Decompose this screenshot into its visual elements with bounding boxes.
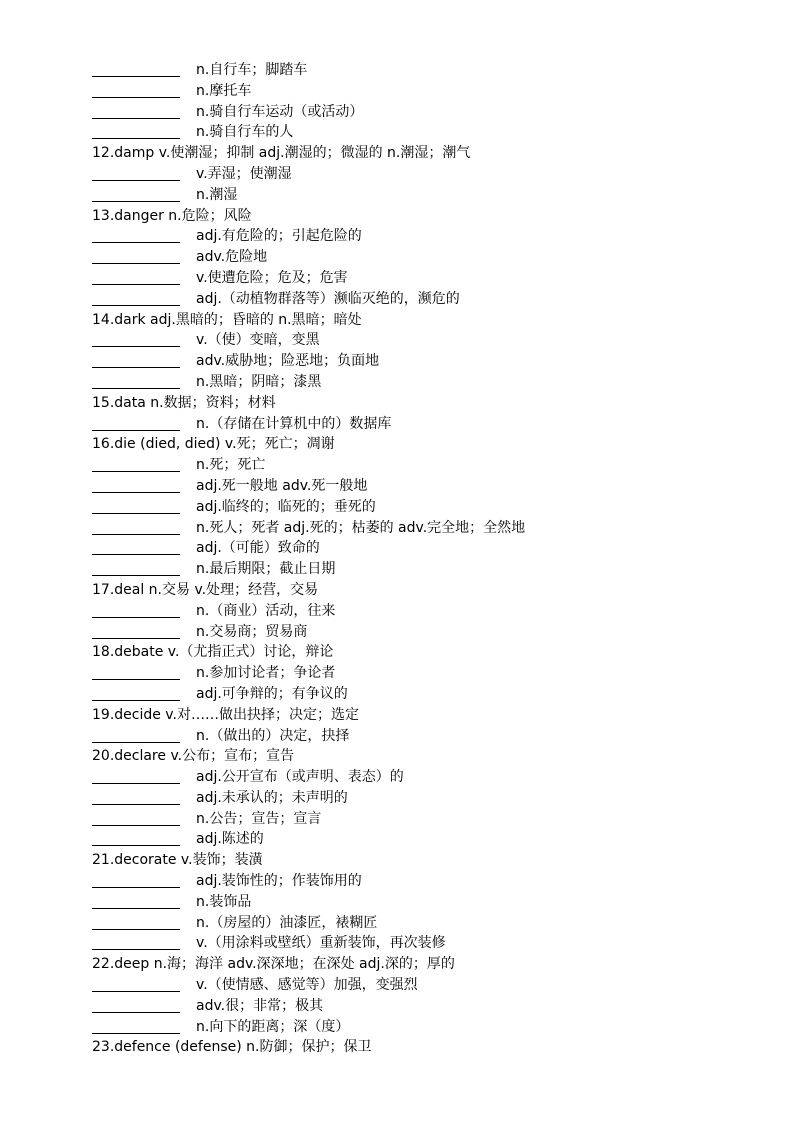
answer-blank: [92, 929, 180, 930]
headword-definition: 16.die (died, died) v.死；死亡；凋谢: [92, 436, 335, 453]
answer-blank: [92, 742, 180, 743]
definition: adv.危险地: [196, 249, 268, 266]
definition: v.弄湿；使潮湿: [196, 165, 292, 182]
definition: v.（使情感、感觉等）加强，变强烈: [196, 977, 418, 994]
definition: adj.临终的；临死的；垂死的: [196, 498, 376, 515]
answer-blank: [92, 492, 180, 493]
definition: adj.（动植物群落等）濒临灭绝的，濒危的: [196, 290, 460, 307]
headword-line: [0, 393, 794, 414]
headword-line: [0, 746, 794, 767]
headword-line: [0, 1037, 794, 1058]
fill-in-line: [0, 788, 794, 809]
fill-in-line: [0, 164, 794, 185]
headword-line: [0, 434, 794, 455]
headword-definition: 20.declare v.公布；宣布；宣告: [92, 748, 295, 765]
fill-in-line: [0, 476, 794, 497]
headword-line: [0, 580, 794, 601]
definition: n.（房屋的）油漆匠，裱糊匠: [196, 914, 378, 931]
fill-in-line: [0, 684, 794, 705]
headword-definition: 22.deep n.海；海洋 adv.深深地；在深处 adj.深的；厚的: [92, 956, 455, 973]
headword-line: [0, 143, 794, 164]
definition: n.死人；死者 adj.死的；枯萎的 adv.完全地；全然地: [196, 519, 526, 536]
answer-blank: [92, 471, 180, 472]
answer-blank: [92, 638, 180, 639]
fill-in-line: [0, 102, 794, 123]
fill-in-line: [0, 372, 794, 393]
definition: adj.装饰性的；作装饰用的: [196, 873, 362, 890]
answer-blank: [92, 949, 180, 950]
fill-in-line: [0, 122, 794, 143]
definition: n.（商业）活动，往来: [196, 602, 336, 619]
headword-definition: 21.decorate v.装饰；装潢: [92, 852, 263, 869]
headword-line: [0, 705, 794, 726]
answer-blank: [92, 554, 180, 555]
definition: n.摩托车: [196, 82, 252, 99]
answer-blank: [92, 367, 180, 368]
answer-blank: [92, 305, 180, 306]
fill-in-line: [0, 518, 794, 539]
fill-in-line: [0, 892, 794, 913]
definition: n.参加讨论者；争论者: [196, 665, 336, 682]
definition: adv.很；非常；极其: [196, 997, 324, 1014]
answer-blank: [92, 430, 180, 431]
answer-blank: [92, 534, 180, 535]
headword-definition: 17.deal n.交易 v.处理；经营，交易: [92, 581, 319, 598]
definition: n.骑自行车运动（或活动）: [196, 103, 364, 120]
answer-blank: [92, 97, 180, 98]
answer-blank: [92, 76, 180, 77]
definition: n.装饰品: [196, 893, 252, 910]
fill-in-line: [0, 60, 794, 81]
answer-blank: [92, 845, 180, 846]
fill-in-line: [0, 622, 794, 643]
answer-blank: [92, 180, 180, 181]
fill-in-line: [0, 975, 794, 996]
answer-blank: [92, 783, 180, 784]
definition: v.（用涂料或壁纸）重新装饰，再次装修: [196, 935, 446, 952]
answer-blank: [92, 346, 180, 347]
answer-blank: [92, 284, 180, 285]
definition: n.向下的距离；深（度）: [196, 1018, 350, 1035]
fill-in-line: [0, 871, 794, 892]
answer-blank: [92, 908, 180, 909]
definition: n.骑自行车的人: [196, 124, 294, 141]
headword-definition: 18.debate v.（尤指正式）讨论，辩论: [92, 644, 334, 661]
fill-in-line: [0, 185, 794, 206]
definition: n.黑暗；阴暗；漆黑: [196, 373, 322, 390]
fill-in-line: [0, 330, 794, 351]
headword-definition: 19.decide v.对……做出抉择；决定；选定: [92, 706, 359, 723]
answer-blank: [92, 575, 180, 576]
fill-in-line: [0, 726, 794, 747]
definition: n.交易商；贸易商: [196, 623, 308, 640]
fill-in-line: [0, 996, 794, 1017]
headword-line: [0, 310, 794, 331]
answer-blank: [92, 118, 180, 119]
definition: n.最后期限；截止日期: [196, 561, 336, 578]
definition: v.使遭危险；危及；危害: [196, 269, 348, 286]
fill-in-line: [0, 247, 794, 268]
definition: adj.公开宣布（或声明、表态）的: [196, 769, 404, 786]
fill-in-line: [0, 538, 794, 559]
answer-blank: [92, 825, 180, 826]
fill-in-line: [0, 913, 794, 934]
headword-line: [0, 850, 794, 871]
fill-in-line: [0, 933, 794, 954]
definition: n.（存储在计算机中的）数据库: [196, 415, 392, 432]
fill-in-line: [0, 1017, 794, 1038]
fill-in-line: [0, 767, 794, 788]
answer-blank: [92, 804, 180, 805]
answer-blank: [92, 513, 180, 514]
headword-definition: 12.damp v.使潮湿；抑制 adj.潮湿的；微湿的 n.潮湿；潮气: [92, 145, 471, 162]
headword-definition: 14.dark adj.黑暗的；昏暗的 n.黑暗；暗处: [92, 311, 362, 328]
fill-in-line: [0, 414, 794, 435]
answer-blank: [92, 388, 180, 389]
headword-line: [0, 206, 794, 227]
headword-definition: 13.danger n.危险；风险: [92, 207, 252, 224]
answer-blank: [92, 242, 180, 243]
fill-in-line: [0, 809, 794, 830]
definition: n.公告；宣告；宣言: [196, 810, 322, 827]
answer-blank: [92, 1033, 180, 1034]
fill-in-line: [0, 829, 794, 850]
definition: adj.陈述的: [196, 831, 264, 848]
definition: adj.未承认的；未声明的: [196, 789, 348, 806]
headword-line: [0, 954, 794, 975]
fill-in-line: [0, 663, 794, 684]
definition: v.（使）变暗，变黑: [196, 332, 320, 349]
fill-in-line: [0, 81, 794, 102]
definition: n.自行车；脚踏车: [196, 62, 308, 78]
answer-blank: [92, 700, 180, 701]
fill-in-line: [0, 455, 794, 476]
fill-in-line: [0, 497, 794, 518]
fill-in-line: [0, 268, 794, 289]
definition: n.死；死亡: [196, 457, 266, 474]
fill-in-line: [0, 351, 794, 372]
definition: adj.可争辩的；有争议的: [196, 685, 348, 702]
answer-blank: [92, 138, 180, 139]
answer-blank: [92, 201, 180, 202]
fill-in-line: [0, 226, 794, 247]
fill-in-line: [0, 601, 794, 622]
definition: n.潮湿: [196, 186, 238, 203]
definition: adj.死一般地 adv.死一般地: [196, 477, 368, 494]
definition: adj.有危险的；引起危险的: [196, 228, 362, 245]
definition: adv.威胁地；险恶地；负面地: [196, 353, 380, 370]
fill-in-line: [0, 289, 794, 310]
vocabulary-sheet: [0, 60, 794, 1058]
fill-in-line: [0, 559, 794, 580]
answer-blank: [92, 1012, 180, 1013]
answer-blank: [92, 991, 180, 992]
answer-blank: [92, 679, 180, 680]
answer-blank: [92, 263, 180, 264]
headword-line: [0, 642, 794, 663]
answer-blank: [92, 887, 180, 888]
definition: adj.（可能）致命的: [196, 540, 320, 557]
headword-definition: 15.data n.数据；资料；材料: [92, 394, 276, 411]
headword-definition: 23.defence (defense) n.防御；保护；保卫: [92, 1039, 372, 1056]
answer-blank: [92, 617, 180, 618]
definition: n.（做出的）决定，抉择: [196, 727, 350, 744]
